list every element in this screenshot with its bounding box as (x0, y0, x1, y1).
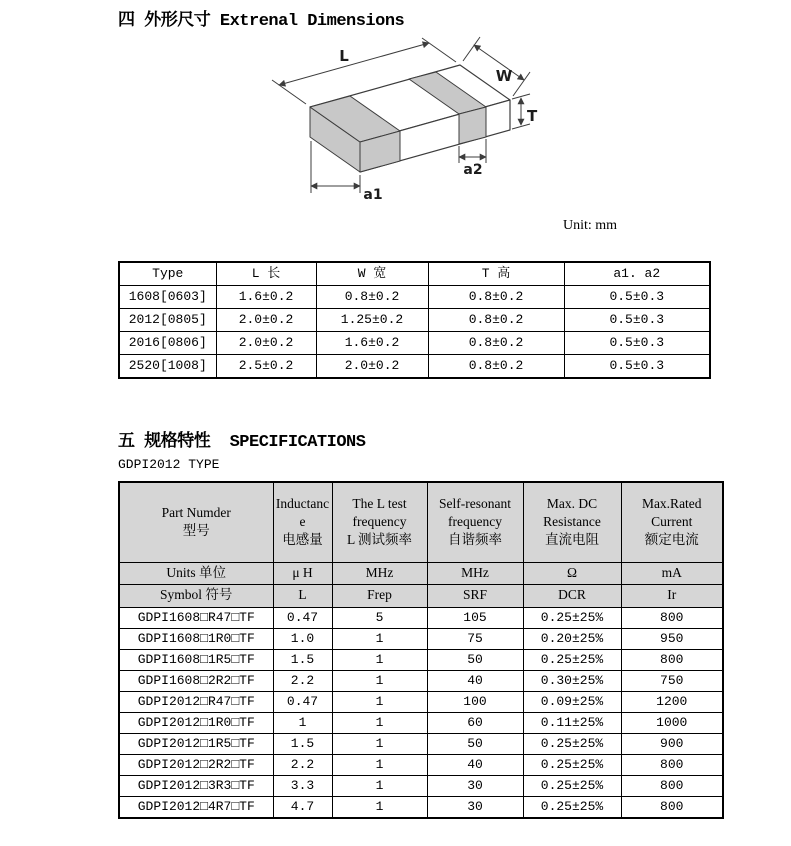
table-row (119, 332, 710, 355)
table-cell: 0.47 (273, 691, 332, 712)
table-cell: 0.5±0.3 (564, 286, 710, 309)
table-cell: 2.2 (273, 670, 332, 691)
table-row (119, 262, 710, 286)
table-cell: 1 (332, 628, 427, 649)
table-cell: 1 (332, 733, 427, 754)
chip-right-terminal-front-band (459, 107, 486, 144)
table-cell: 1000 (621, 712, 723, 733)
table-cell: 1 (332, 775, 427, 796)
table-cell: 2.5±0.2 (216, 355, 316, 379)
table-cell: 50 (427, 733, 523, 754)
table-cell: μ H (273, 562, 332, 584)
table-row (119, 482, 723, 562)
table-cell: 2.0±0.2 (216, 309, 316, 332)
external-dimensions-table (118, 261, 711, 379)
table-cell: 2.0±0.2 (216, 332, 316, 355)
table-cell: 0.25±25% (523, 754, 621, 775)
series-type-label: GDPI2012 TYPE (118, 457, 220, 472)
specifications-table (118, 481, 724, 819)
table-cell: 1.0 (273, 628, 332, 649)
table-cell: 0.5±0.3 (564, 309, 710, 332)
table-row (119, 607, 723, 628)
table-cell: 4.7 (273, 796, 332, 818)
table-row (119, 775, 723, 796)
unit-note: Unit: mm (563, 218, 618, 233)
table-cell: 1 (332, 796, 427, 818)
table-row (119, 286, 710, 309)
table-cell: 1 (332, 754, 427, 775)
table-cell: 1 (273, 712, 332, 733)
table-cell: 3.3 (273, 775, 332, 796)
table-row (119, 355, 710, 379)
table-cell: 0.25±25% (523, 796, 621, 818)
table-row (119, 628, 723, 649)
table-cell: 2.2 (273, 754, 332, 775)
table-cell: 0.8±0.2 (428, 355, 564, 379)
table-cell: 950 (621, 628, 723, 649)
table-cell: SRF (427, 584, 523, 607)
table-cell: 800 (621, 607, 723, 628)
table-cell: 1.25±0.2 (316, 309, 428, 332)
table-cell: 100 (427, 691, 523, 712)
table-cell: 0.8±0.2 (316, 286, 428, 309)
table-cell: 1608[0603] (119, 286, 216, 309)
table-row (119, 733, 723, 754)
table-cell: MHz (427, 562, 523, 584)
table-cell: 800 (621, 649, 723, 670)
dimensions-table-header (119, 262, 710, 286)
table-cell: L (273, 584, 332, 607)
table-cell: MHz (332, 562, 427, 584)
table-cell: GDPI2012□4R7□TF (119, 796, 273, 818)
table-cell: 1.5 (273, 649, 332, 670)
table-cell: 0.25±25% (523, 649, 621, 670)
table-cell: GDPI1608□1R0□TF (119, 628, 273, 649)
table-cell: Max.Rated Current 额定电流 (621, 482, 723, 562)
table-cell: 0.8±0.2 (428, 309, 564, 332)
table-row (119, 712, 723, 733)
section-title-external-dimensions: 四 外形尺寸 Extrenal Dimensions (118, 12, 405, 31)
table-cell: Inductance 电感量 (273, 482, 332, 562)
table-row (119, 309, 710, 332)
table-cell: 900 (621, 733, 723, 754)
dim-label-length: L (339, 47, 349, 65)
table-cell: 1.5 (273, 733, 332, 754)
table-cell: mA (621, 562, 723, 584)
table-cell: Frep (332, 584, 427, 607)
table-row (119, 754, 723, 775)
table-cell: 0.5±0.3 (564, 355, 710, 379)
table-cell: 30 (427, 775, 523, 796)
table-row (119, 796, 723, 818)
table-row (119, 691, 723, 712)
table-cell: 75 (427, 628, 523, 649)
table-cell: 0.25±25% (523, 775, 621, 796)
section-title-specifications: 五 规格特性 SPECIFICATIONS (118, 433, 366, 452)
table-cell: Part Numder 型号 (119, 482, 273, 562)
table-cell: 0.20±25% (523, 628, 621, 649)
table-cell: DCR (523, 584, 621, 607)
table-cell: T 高 (428, 262, 564, 286)
table-cell: 40 (427, 754, 523, 775)
table-cell: Type (119, 262, 216, 286)
table-cell: 2520[1008] (119, 355, 216, 379)
table-cell: 800 (621, 796, 723, 818)
table-cell: 60 (427, 712, 523, 733)
spec-table-header (119, 482, 723, 607)
table-cell: L 长 (216, 262, 316, 286)
dim-label-a1: a1 (363, 187, 383, 203)
table-cell: 40 (427, 670, 523, 691)
table-cell: 0.11±25% (523, 712, 621, 733)
table-cell: 0.25±25% (523, 607, 621, 628)
table-cell: 1200 (621, 691, 723, 712)
table-cell: 800 (621, 754, 723, 775)
table-row (119, 562, 723, 584)
table-cell: 0.09±25% (523, 691, 621, 712)
table-cell: 2.0±0.2 (316, 355, 428, 379)
table-cell: 1 (332, 712, 427, 733)
table-cell: 1 (332, 649, 427, 670)
table-cell: 800 (621, 775, 723, 796)
table-row (119, 670, 723, 691)
table-cell: GDPI2012□2R2□TF (119, 754, 273, 775)
spec-table-body (119, 607, 723, 818)
table-cell: 30 (427, 796, 523, 818)
table-cell: 1 (332, 670, 427, 691)
table-cell: 0.30±25% (523, 670, 621, 691)
dim-label-width: W (495, 67, 513, 85)
table-row (119, 649, 723, 670)
table-cell: 1 (332, 691, 427, 712)
table-cell: Units 单位 (119, 562, 273, 584)
table-cell: GDPI2012□1R5□TF (119, 733, 273, 754)
dim-label-thickness: T (527, 107, 538, 125)
dim-label-a2: a2 (463, 162, 483, 178)
table-row (119, 584, 723, 607)
table-cell: 0.8±0.2 (428, 332, 564, 355)
table-cell: Ω (523, 562, 621, 584)
table-cell: Symbol 符号 (119, 584, 273, 607)
table-cell: 1.6±0.2 (316, 332, 428, 355)
table-cell: W 宽 (316, 262, 428, 286)
table-cell: GDPI2012□R47□TF (119, 691, 273, 712)
dimensions-table-body (119, 286, 710, 379)
table-cell: a1. a2 (564, 262, 710, 286)
table-cell: 105 (427, 607, 523, 628)
table-cell: GDPI1608□1R5□TF (119, 649, 273, 670)
table-cell: 5 (332, 607, 427, 628)
table-cell: 1.6±0.2 (216, 286, 316, 309)
chip-dimension-diagram (240, 25, 600, 230)
table-cell: Ir (621, 584, 723, 607)
table-cell: Self-resonant frequency 自谐频率 (427, 482, 523, 562)
table-cell: GDPI1608□R47□TF (119, 607, 273, 628)
table-cell: The L test frequency L 测试频率 (332, 482, 427, 562)
table-cell: 50 (427, 649, 523, 670)
table-cell: 2012[0805] (119, 309, 216, 332)
table-cell: 0.47 (273, 607, 332, 628)
table-cell: GDPI2012□1R0□TF (119, 712, 273, 733)
table-cell: GDPI2012□3R3□TF (119, 775, 273, 796)
table-cell: Max. DC Resistance 直流电阻 (523, 482, 621, 562)
table-cell: 0.5±0.3 (564, 332, 710, 355)
table-cell: 0.25±25% (523, 733, 621, 754)
table-cell: 750 (621, 670, 723, 691)
table-cell: GDPI1608□2R2□TF (119, 670, 273, 691)
table-cell: 2016[0806] (119, 332, 216, 355)
table-cell: 0.8±0.2 (428, 286, 564, 309)
